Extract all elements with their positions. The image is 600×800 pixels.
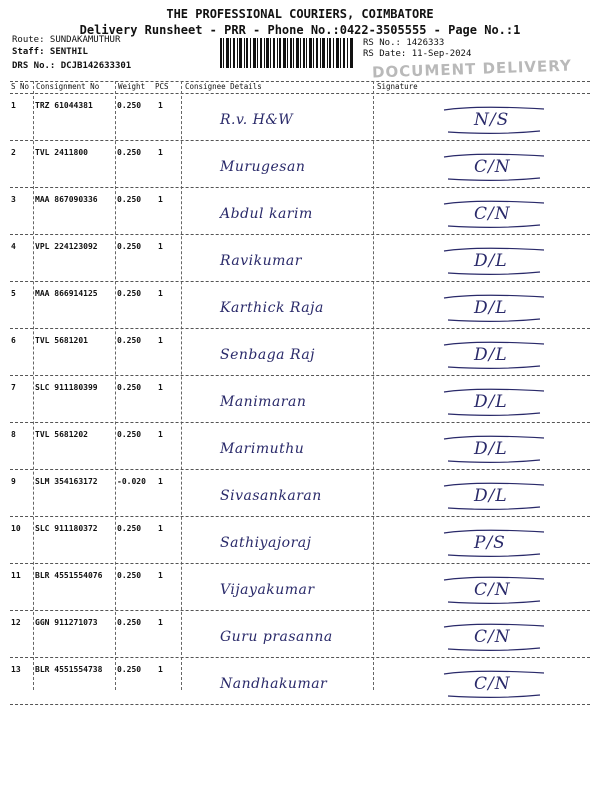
pcs-value: 1 (158, 477, 163, 486)
consignment-number: GGN 911271073 (35, 618, 98, 627)
delivery-status-code: C/N (474, 674, 511, 694)
weight-value: 0.250 (117, 430, 142, 439)
serial-number: 1 (11, 101, 16, 110)
consignee-handwritten-name: Murugesan (220, 159, 306, 175)
pcs-value: 1 (158, 242, 163, 251)
table-row (10, 564, 590, 611)
table-row (10, 94, 590, 141)
weight-value: 0.250 (117, 289, 142, 298)
consignee-handwritten-name: Sathiyajoraj (220, 535, 312, 551)
consignee-handwritten-name: Marimuthu (220, 441, 305, 457)
drs-number: DRS No.: DCJB142633301 (12, 61, 132, 71)
delivery-status-code: C/N (474, 204, 511, 224)
column-header-consignment: Consignment No (36, 82, 100, 91)
delivery-status-code: D/L (474, 439, 508, 459)
consignee-handwritten-name: Nandhakumar (220, 676, 328, 692)
pcs-value: 1 (158, 665, 163, 674)
signature-mark (440, 480, 550, 512)
consignment-number: VPL 224123092 (35, 242, 98, 251)
column-header-weight: Weight (118, 82, 146, 91)
pcs-value: 1 (158, 383, 163, 392)
consignment-number: TVL 5681201 (35, 336, 88, 345)
document-delivery-stamp: DOCUMENT DELIVERY (371, 56, 573, 82)
serial-number: 9 (11, 477, 16, 486)
serial-number: 2 (11, 148, 16, 157)
consignment-number: BLR 4551554738 (35, 665, 103, 674)
signature-mark (440, 433, 550, 465)
consignee-handwritten-name: Senbaga Raj (220, 347, 316, 363)
column-header-sno: S No (11, 82, 30, 91)
weight-value: 0.250 (117, 524, 142, 533)
column-header-pcs: PCS (155, 82, 169, 91)
table-row (10, 470, 590, 517)
pcs-value: 1 (158, 148, 163, 157)
signature-mark (440, 668, 550, 700)
serial-number: 11 (11, 571, 21, 580)
signature-mark (440, 621, 550, 653)
table-row (10, 423, 590, 470)
weight-value: 0.250 (117, 195, 142, 204)
consignee-handwritten-name: Guru prasanna (220, 629, 333, 645)
consignee-handwritten-name: Vijayakumar (220, 582, 315, 598)
route-label: Route: SUNDAKAMUTHUR (12, 35, 121, 45)
consignment-number: SLC 911180399 (35, 383, 98, 392)
column-header-consignee: Consignee Details (185, 82, 262, 91)
signature-mark (440, 292, 550, 324)
weight-value: 0.250 (117, 665, 142, 674)
consignment-number: TRZ 61044381 (35, 101, 93, 110)
runsheet-subtitle: Delivery Runsheet - PRR - Phone No.:0422-3505555 - Page No.:1 (79, 23, 521, 37)
signature-mark (440, 574, 550, 606)
signature-mark (440, 339, 550, 371)
consignment-number: SLC 911180372 (35, 524, 98, 533)
table-row (10, 611, 590, 658)
signature-mark (440, 386, 550, 418)
serial-number: 7 (11, 383, 16, 392)
barcode-icon (220, 38, 354, 68)
consignment-number: MAA 867090336 (35, 195, 98, 204)
row-divider (10, 704, 590, 705)
delivery-status-code: D/L (474, 392, 508, 412)
serial-number: 8 (11, 430, 16, 439)
consignee-handwritten-name: Ravikumar (220, 253, 302, 269)
consignee-handwritten-name: Manimaran (220, 394, 307, 410)
company-title: THE PROFESSIONAL COURIERS, COIMBATORE (166, 7, 434, 21)
consignment-number: TVL 5681202 (35, 430, 88, 439)
delivery-status-code: D/L (474, 486, 508, 506)
signature-mark (440, 198, 550, 230)
delivery-status-code: C/N (474, 157, 511, 177)
pcs-value: 1 (158, 289, 163, 298)
table-row (10, 141, 590, 188)
signature-mark (440, 151, 550, 183)
serial-number: 5 (11, 289, 16, 298)
pcs-value: 1 (158, 571, 163, 580)
pcs-value: 1 (158, 336, 163, 345)
consignment-number: SLM 354163172 (35, 477, 98, 486)
rs-number: RS No.: 1426333 (363, 38, 445, 48)
pcs-value: 1 (158, 524, 163, 533)
consignee-handwritten-name: Abdul karim (220, 206, 313, 222)
pcs-value: 1 (158, 101, 163, 110)
table-row (10, 188, 590, 235)
column-header-signature: Signature (377, 82, 418, 91)
weight-value: 0.250 (117, 383, 142, 392)
delivery-status-code: D/L (474, 298, 508, 318)
serial-number: 4 (11, 242, 16, 251)
table-row (10, 329, 590, 376)
table-row (10, 517, 590, 564)
delivery-status-code: C/N (474, 580, 511, 600)
consignee-handwritten-name: Sivasankaran (220, 488, 322, 504)
weight-value: 0.250 (117, 336, 142, 345)
weight-value: 0.250 (117, 571, 142, 580)
delivery-status-code: N/S (474, 110, 510, 130)
delivery-status-code: D/L (474, 251, 508, 271)
delivery-status-code: C/N (474, 627, 511, 647)
pcs-value: 1 (158, 195, 163, 204)
pcs-value: 1 (158, 430, 163, 439)
serial-number: 10 (11, 524, 21, 533)
weight-value: 0.250 (117, 148, 142, 157)
serial-number: 6 (11, 336, 16, 345)
table-row (10, 376, 590, 423)
serial-number: 3 (11, 195, 16, 204)
table-row (10, 282, 590, 329)
weight-value: -0.020 (117, 477, 146, 486)
delivery-status-code: D/L (474, 345, 508, 365)
serial-number: 12 (11, 618, 21, 627)
consignee-handwritten-name: R.v. H&W (220, 112, 294, 128)
weight-value: 0.250 (117, 242, 142, 251)
delivery-status-code: P/S (474, 533, 506, 553)
consignee-handwritten-name: Karthick Raja (220, 300, 324, 316)
serial-number: 13 (11, 665, 21, 674)
table-row (10, 235, 590, 282)
consignment-number: MAA 866914125 (35, 289, 98, 298)
rs-date: RS Date: 11-Sep-2024 (363, 49, 472, 59)
signature-mark (440, 245, 550, 277)
weight-value: 0.250 (117, 101, 142, 110)
consignment-number: TVL 2411800 (35, 148, 88, 157)
consignment-number: BLR 4551554076 (35, 571, 103, 580)
weight-value: 0.250 (117, 618, 142, 627)
signature-mark (440, 527, 550, 559)
staff-label: Staff: SENTHIL (12, 47, 88, 57)
table-row (10, 658, 590, 705)
signature-mark (440, 104, 550, 136)
pcs-value: 1 (158, 618, 163, 627)
